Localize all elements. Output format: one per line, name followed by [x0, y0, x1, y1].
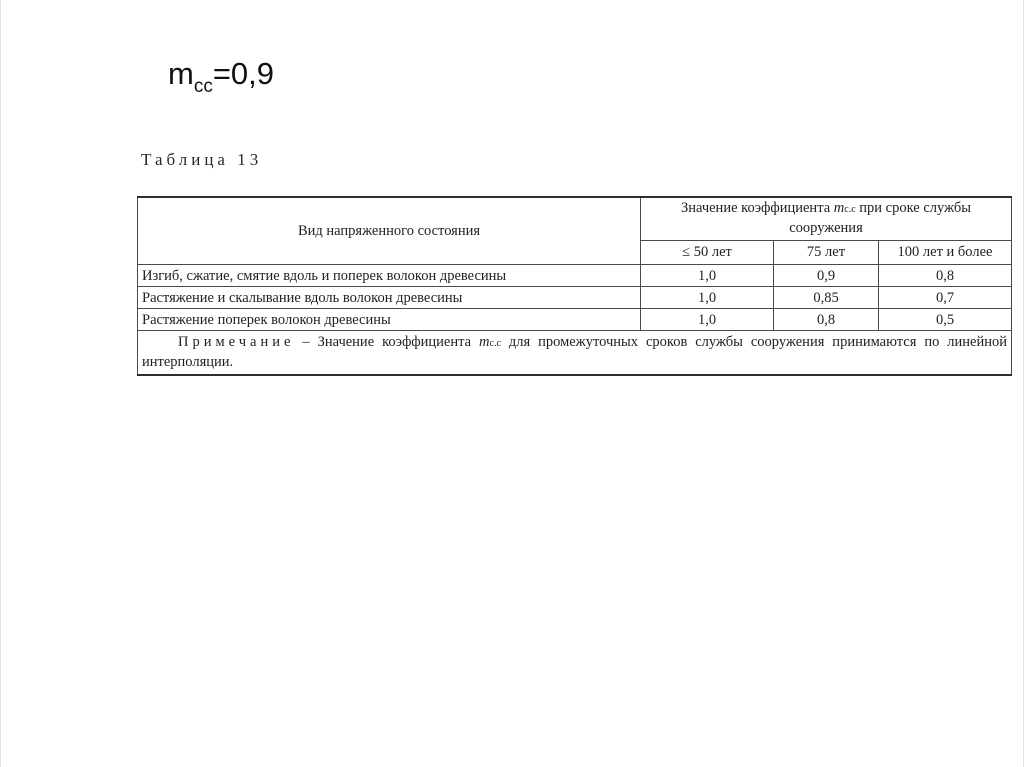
row-value: 1,0 — [641, 265, 774, 287]
row-value: 0,5 — [879, 309, 1012, 331]
coefficient-table — [137, 196, 1012, 376]
header-state-label: Вид напряженного состояния — [297, 223, 481, 239]
note-word: Примечание — [178, 334, 295, 350]
row-value: 0,8 — [879, 265, 1012, 287]
formula-subscript: cc — [193, 76, 213, 97]
row-label: Растяжение и скалывание вдоль волокон древесины — [138, 287, 641, 309]
row-value: 0,85 — [774, 287, 879, 309]
row-value: 1,0 — [641, 309, 774, 331]
header-col-100: 100 лет и более — [879, 240, 1012, 264]
note-dash: – — [294, 334, 318, 350]
table-header-row — [138, 197, 1012, 240]
note-text-prefix: Значение коэффициента — [317, 334, 480, 350]
header-col-50: ≤ 50 лет — [641, 240, 774, 264]
table-caption: Таблица 13 — [141, 150, 263, 169]
formula-base: m — [168, 56, 194, 91]
header-coef-cell — [641, 197, 1012, 240]
header-col-75: 75 лет — [774, 240, 879, 264]
table-row — [138, 309, 1012, 331]
header-coef-prefix: Значение коэффициента — [680, 200, 834, 217]
table-row — [138, 265, 1012, 287]
formula-mcc — [168, 56, 275, 97]
row-label: Растяжение поперек волокон древесины — [138, 309, 641, 331]
row-value: 0,8 — [774, 309, 879, 331]
table-row — [138, 287, 1012, 309]
note-symbol-sub: c.c — [489, 338, 501, 349]
formula-value: =0,9 — [212, 56, 275, 91]
row-label: Изгиб, сжатие, смятие вдоль и поперек волокон древесины — [138, 265, 641, 287]
header-coef-symbol: m — [833, 200, 845, 217]
table-note — [138, 331, 1012, 376]
header-coef-suffix: при сроке службы сооружения — [789, 200, 972, 237]
note-symbol: m — [479, 334, 490, 350]
row-value: 1,0 — [641, 287, 774, 309]
row-value: 0,7 — [879, 287, 1012, 309]
note-text-suffix: для промежуточных сроков службы сооружения принимаются по линейной интерполяции. — [142, 334, 1007, 370]
header-coef-symbol-sub: c.c — [844, 204, 856, 216]
row-value: 0,9 — [774, 265, 879, 287]
header-state-cell — [138, 197, 641, 265]
table-note-row — [138, 331, 1012, 376]
